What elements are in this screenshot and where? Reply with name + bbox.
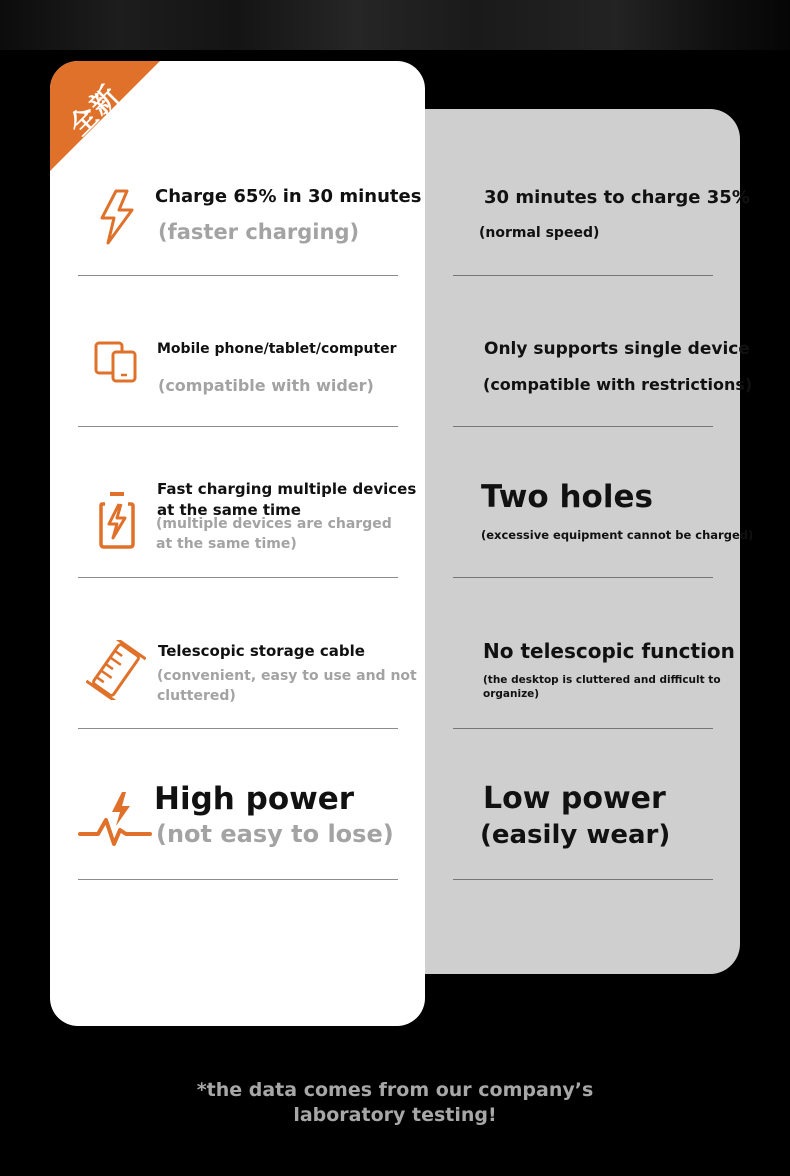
row5-right-sub: (easily wear): [480, 820, 671, 850]
row3-left-sub-line1: (multiple devices are charged: [156, 516, 392, 532]
row2-divider-left: [78, 426, 398, 427]
row4-left-sub-line1: (convenient, easy to use and not: [157, 668, 417, 684]
row1-divider-left: [78, 275, 398, 276]
row4-left-title: Telescopic storage cable: [158, 642, 365, 660]
row3-right-sub: (excessive equipment cannot be charged): [481, 528, 754, 542]
row1-left-sub: (faster charging): [158, 220, 360, 244]
footer-note-line2: laboratory testing!: [293, 1104, 497, 1126]
row2-left-title: Mobile phone/tablet/computer: [157, 341, 397, 357]
row3-left-title-line2: at the same time: [157, 501, 301, 519]
row3-divider-right: [453, 577, 713, 578]
row4-right-sub-line2: organize): [483, 688, 540, 700]
row3-left-title-line1: Fast charging multiple devices: [157, 480, 417, 498]
telescopic-ruler-icon: [86, 640, 146, 700]
lightning-icon: [92, 188, 140, 246]
row2-left-sub: (compatible with wider): [158, 376, 374, 395]
row2-right-sub: (compatible with restrictions): [483, 375, 753, 394]
row1-left-title: Charge 65% in 30 minutes: [155, 186, 422, 207]
row1-right-sub: (normal speed): [479, 225, 600, 241]
multi-device-icon: [93, 340, 139, 384]
row5-left-sub: (not easy to lose): [156, 820, 394, 848]
row3-right-title: Two holes: [481, 479, 653, 515]
row3-left-sub-line2: at the same time): [156, 536, 297, 552]
row5-divider-left: [78, 879, 398, 880]
row2-divider-right: [453, 426, 713, 427]
row5-divider-right: [453, 879, 713, 880]
power-pulse-icon: [78, 790, 152, 852]
row5-right-title: Low power: [483, 781, 666, 816]
top-banner-strip: [0, 0, 790, 50]
battery-charging-icon: [99, 490, 135, 550]
row5-left-title: High power: [154, 781, 355, 817]
row4-divider-right: [453, 728, 713, 729]
row1-divider-right: [453, 275, 713, 276]
row1-right-title: 30 minutes to charge 35%: [484, 187, 750, 208]
footer-note-line1: *the data comes from our company’s: [196, 1079, 594, 1101]
row4-divider-left: [78, 728, 398, 729]
row3-divider-left: [78, 577, 398, 578]
row4-right-title: No telescopic function: [483, 639, 735, 663]
new-badge-text: 全新: [63, 79, 127, 143]
row4-left-sub-line2: cluttered): [157, 688, 236, 704]
row2-right-title: Only supports single device: [484, 339, 750, 359]
row4-right-sub-line1: (the desktop is cluttered and difficult to: [483, 674, 721, 686]
